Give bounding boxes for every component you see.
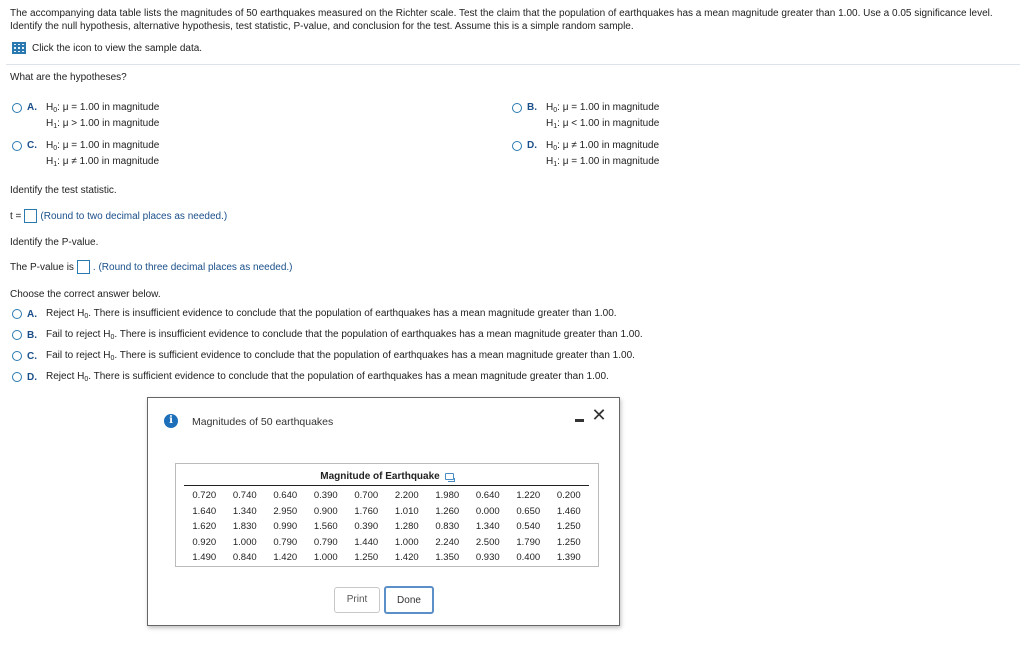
null-hypothesis: $H_0$: μ = 1.00 in magnitude (46, 140, 160, 152)
table-cell: 1.560 (313, 521, 338, 533)
pvalue-question: Identify the P-value. (10, 237, 99, 248)
alternative-hypothesis: $H_1$: μ = 1.00 in magnitude (546, 156, 660, 168)
info-icon: i (164, 414, 178, 428)
print-button[interactable]: Print (334, 587, 380, 613)
table-cell: 0.920 (192, 536, 217, 548)
table-cell: 0.390 (354, 521, 379, 533)
conclusion-text: Fail to reject $H_0$. There is insufficient evidence to conclude that the population of earthquakes has a mean magnitude greater than 1.00. (46, 329, 643, 341)
conclusion-option-c[interactable] (12, 350, 635, 362)
sample-data-dialog (147, 397, 620, 626)
table-row (184, 504, 589, 520)
table-cell: 0.640 (273, 490, 298, 502)
table-cell: 0.400 (516, 552, 541, 564)
table-cell: 1.640 (192, 505, 217, 517)
conclusion-text: Fail to reject $H_0$. There is sufficient evidence to conclude that the population of earthquakes has a mean magnitude greater than 1.00. (46, 350, 635, 362)
radio-button[interactable] (12, 330, 22, 340)
divider (6, 64, 1020, 65)
table-cell: 0.000 (475, 505, 500, 517)
table-cell: 1.260 (435, 505, 460, 517)
option-letter: B. (527, 102, 537, 113)
close-icon[interactable]: ✕ (591, 405, 607, 425)
test-statistic-input[interactable] (24, 209, 37, 223)
conclusion-text: Reject $H_0$. There is sufficient evidence to conclude that the population of earthquakes has a mean magnitude greater than 1.00. (46, 371, 609, 383)
table-cell: 2.200 (394, 490, 419, 502)
table-cell: 1.980 (435, 490, 460, 502)
table-cell: 2.240 (435, 536, 460, 548)
hypothesis-option-a[interactable] (12, 102, 159, 130)
t-label: t = (10, 210, 22, 222)
pvalue-label: The P-value is (10, 261, 74, 273)
dialog-header (148, 398, 619, 444)
table-cell: 0.700 (354, 490, 379, 502)
table-cell: 2.500 (475, 536, 500, 548)
done-button[interactable]: Done (384, 586, 434, 614)
choose-answer-prompt: Choose the correct answer below. (10, 289, 161, 300)
minimize-icon[interactable] (573, 408, 587, 428)
table-cell: 0.990 (273, 521, 298, 533)
table-cell: 1.790 (516, 536, 541, 548)
alternative-hypothesis: $H_1$: μ > 1.00 in magnitude (46, 118, 160, 130)
alternative-hypothesis: $H_1$: μ < 1.00 in magnitude (546, 118, 660, 130)
table-header-rule (184, 485, 589, 486)
table-cell: 1.250 (354, 552, 379, 564)
table-cell: 1.000 (394, 536, 419, 548)
rounding-hint: . (Round to three decimal places as needed.) (92, 261, 293, 273)
pvalue-answer (10, 260, 292, 274)
table-cell: 1.390 (556, 552, 581, 564)
table-cell: 0.900 (313, 505, 338, 517)
table-row (184, 550, 589, 566)
table-cell: 0.830 (435, 521, 460, 533)
option-letter: D. (527, 140, 537, 151)
table-cell: 0.640 (475, 490, 500, 502)
conclusion-option-b[interactable] (12, 329, 643, 341)
table-cell: 1.620 (192, 521, 217, 533)
hypotheses-question: What are the hypotheses? (10, 72, 127, 83)
table-cell: 0.930 (475, 552, 500, 564)
data-table (175, 463, 599, 567)
sample-link-label: Click the icon to view the sample data. (32, 42, 203, 54)
radio-button[interactable] (12, 103, 22, 113)
null-hypothesis: $H_0$: μ = 1.00 in magnitude (546, 102, 660, 114)
hypothesis-option-c[interactable] (12, 140, 159, 168)
table-title: Magnitude of Earthquake (176, 471, 598, 482)
alternative-hypothesis: $H_1$: μ ≠ 1.00 in magnitude (46, 156, 160, 168)
option-letter: C. (27, 140, 37, 151)
table-cell: 1.280 (394, 521, 419, 533)
radio-button[interactable] (512, 103, 522, 113)
table-cell: 1.010 (394, 505, 419, 517)
conclusion-option-a[interactable] (12, 308, 617, 320)
table-cell: 1.760 (354, 505, 379, 517)
table-cell: 0.720 (192, 490, 217, 502)
table-cell: 1.420 (394, 552, 419, 564)
table-cell: 1.420 (273, 552, 298, 564)
test-statistic-answer (10, 209, 227, 223)
table-cell: 0.790 (273, 536, 298, 548)
table-cell: 1.250 (556, 536, 581, 548)
dialog-title: Magnitudes of 50 earthquakes (192, 416, 334, 428)
option-letter: C. (27, 350, 37, 362)
table-cell: 0.390 (313, 490, 338, 502)
table-cell: 1.220 (516, 490, 541, 502)
radio-button[interactable] (512, 141, 522, 151)
table-cell: 1.350 (435, 552, 460, 564)
view-sample-data-link[interactable] (12, 42, 202, 54)
rounding-hint: (Round to two decimal places as needed.) (40, 210, 228, 222)
table-cell: 1.000 (313, 552, 338, 564)
option-letter: A. (27, 102, 37, 113)
option-letter: A. (27, 308, 37, 320)
magnitude-table (184, 488, 589, 566)
table-cell: 0.540 (516, 521, 541, 533)
data-table-icon[interactable] (12, 42, 26, 54)
conclusion-text: Reject $H_0$. There is insufficient evidence to conclude that the population of earthquakes has a mean magnitude greater than 1.00. (46, 308, 617, 320)
hypothesis-option-d[interactable] (512, 140, 659, 168)
radio-button[interactable] (12, 309, 22, 319)
table-cell: 1.340 (475, 521, 500, 533)
radio-button[interactable] (12, 372, 22, 382)
table-cell: 1.460 (556, 505, 581, 517)
option-letter: B. (27, 329, 37, 341)
test-statistic-question: Identify the test statistic. (10, 185, 117, 196)
table-cell: 1.000 (232, 536, 257, 548)
table-cell: 0.840 (232, 552, 257, 564)
table-cell: 1.830 (232, 521, 257, 533)
null-hypothesis: $H_0$: μ = 1.00 in magnitude (46, 102, 160, 114)
table-cell: 1.340 (232, 505, 257, 517)
table-cell: 0.650 (516, 505, 541, 517)
table-row (184, 519, 589, 535)
radio-button[interactable] (12, 351, 22, 361)
table-row (184, 488, 589, 504)
table-cell: 0.200 (556, 490, 581, 502)
table-cell: 2.950 (273, 505, 298, 517)
table-row (184, 535, 589, 551)
conclusion-option-d[interactable] (12, 371, 609, 383)
option-letter: D. (27, 371, 37, 383)
table-cell: 1.440 (354, 536, 379, 548)
radio-button[interactable] (12, 141, 22, 151)
table-cell: 0.790 (313, 536, 338, 548)
table-cell: 1.250 (556, 521, 581, 533)
table-cell: 1.490 (192, 552, 217, 564)
copy-icon[interactable] (445, 473, 454, 480)
null-hypothesis: $H_0$: μ ≠ 1.00 in magnitude (546, 140, 660, 152)
hypothesis-option-b[interactable] (512, 102, 659, 130)
problem-statement: The accompanying data table lists the magnitudes of 50 earthquakes measured on the Richter scale. Test the claim that the population of earthquakes has a mean magnitude greater than 1.00. Use a 0.05 significance level. Identify the null hypothesis, alternative hypothesis, test statistic, P-value, and conclusion for the test. Assume this is a simple random sample. (10, 8, 993, 32)
table-cell: 0.740 (232, 490, 257, 502)
pvalue-input[interactable] (77, 260, 90, 274)
